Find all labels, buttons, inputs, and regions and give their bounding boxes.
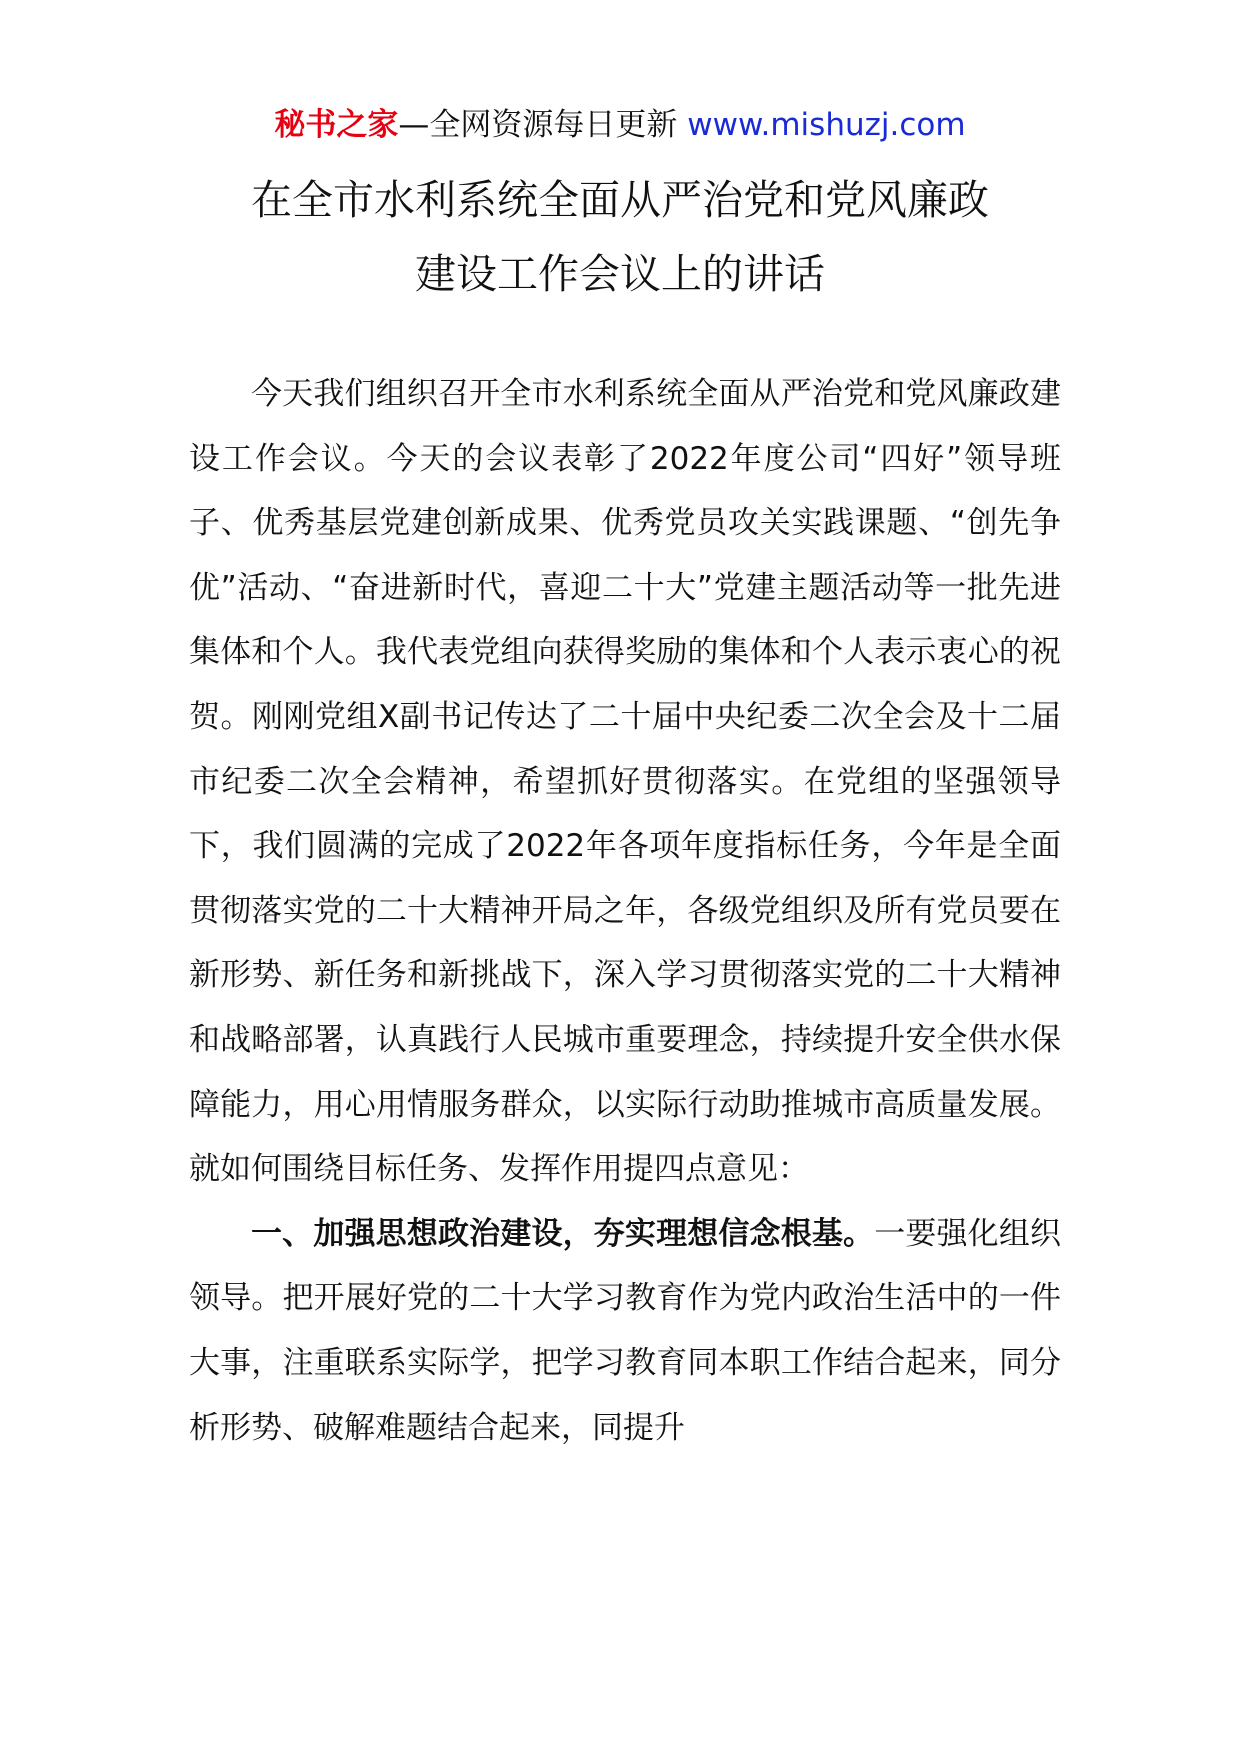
document-title <box>150 163 1090 311</box>
document-body <box>189 362 1061 1460</box>
site-header <box>0 103 1240 147</box>
title-line-1: 在全市水利系统全面从严治党和党风廉政 <box>251 176 989 224</box>
section-one-text: 一要强化组织领导。把开展好党的二十大学习教育作为党内政治生活中的一件大事，注重联系实际学，把学习教育同本职工作结合起来，同分析形势、破解难题结合起来，同提升 <box>189 1215 1062 1446</box>
site-url-link[interactable]: www.mishuzj.com <box>687 107 966 143</box>
section-one-heading: 一、加强思想政治建设，夯实理想信念根基。 <box>251 1215 875 1252</box>
site-brand: 秘书之家 <box>274 107 399 143</box>
title-line-2: 建设工作会议上的讲话 <box>415 250 825 298</box>
site-tagline: —全网资源每日更新 <box>398 107 678 143</box>
paragraph-section-one <box>189 1202 1061 1460</box>
paragraph-intro: 今天我们组织召开全市水利系统全面从严治党和党风廉政建设工作会议。今天的会议表彰了2022年度公司“四好”领导班子、优秀基层党建创新成果、优秀党员攻关实践课题、“创先争优”活动、“奋进新时代，喜迎二十大”党建主题活动等一批先进集体和个人。我代表党组向获得奖励的集体和个人表示衷心的祝贺。刚刚党组X副书记传达了二十届中央纪委二次全会及十二届市纪委二次全会精神，希望抓好贯彻落实。在党组的坚强领导下，我们圆满的完成了2022年各项年度指标任务，今年是全面贯彻落实党的二十大精神开局之年，各级党组织及所有党员要在新形势、新任务和新挑战下，深入学习贯彻落实党的二十大精神和战略部署，认真践行人民城市重要理念，持续提升安全供水保障能力，用心用情服务群众，以实际行动助推城市高质量发展。就如何围绕目标任务、发挥作用提四点意见： <box>189 376 1061 1188</box>
